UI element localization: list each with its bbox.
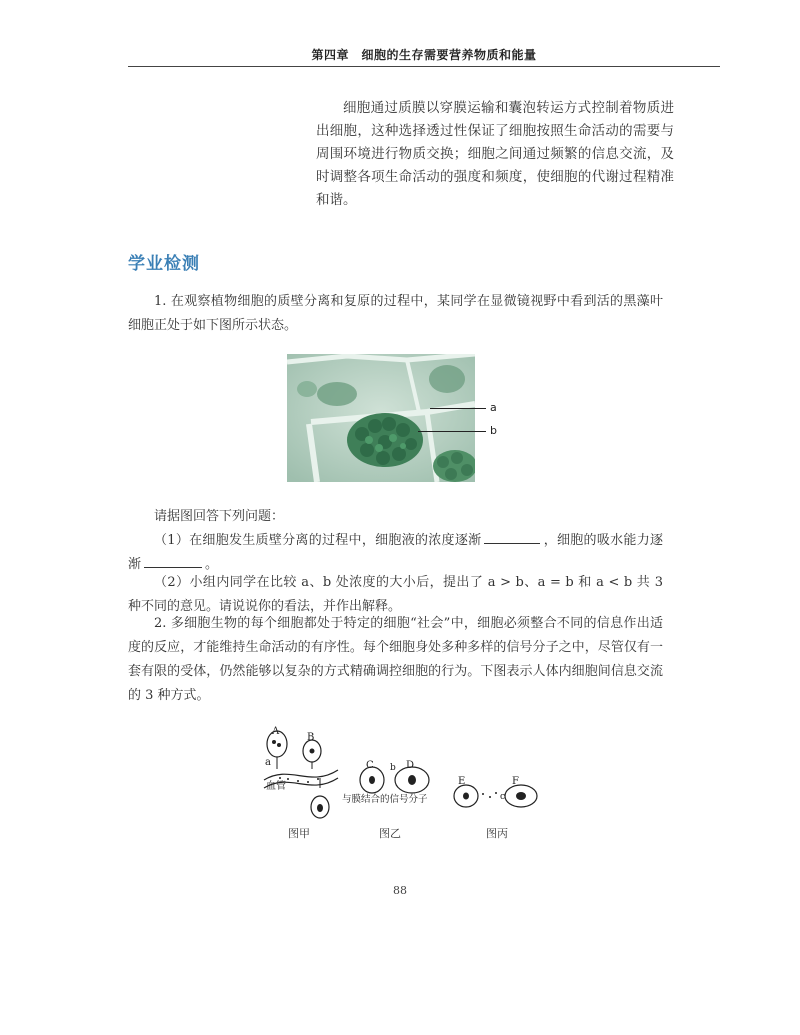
- label-b-leader: [418, 431, 486, 432]
- diagram-bing: [454, 776, 537, 807]
- diagram-label-D: D: [406, 760, 415, 771]
- diagram-label-F: F: [512, 776, 519, 787]
- diagram-label-E: E: [458, 776, 466, 787]
- question-1-part-1: [128, 529, 663, 577]
- caption-yi: 图乙: [379, 827, 401, 840]
- answer-blank-2[interactable]: [144, 553, 202, 568]
- question-1-stem: 1. 在观察植物细胞的质壁分离和复原的过程中，某同学在显微镜视野中看到活的黑藻叶细胞正处于如下图所示状态。: [128, 294, 663, 333]
- question-2-stem: 2. 多细胞生物的每个细胞都处于特定的细胞“社会”中，细胞必须整合不同的信息作出适度的反应，才能维持生命活动的有序性。每个细胞身处多种多样的信号分子之中，尽管仅有一套有限的受体，仍然能够以复杂的方式精确调控细胞的行为。下图表示人体内细胞间信息交流的 3 种方式。: [128, 616, 663, 703]
- blood-vessel-label: 血管: [266, 781, 286, 792]
- diagram-label-a: a: [265, 757, 271, 768]
- diagram-jia: [264, 726, 338, 818]
- part-1-text-b: ，细胞的吸水能力逐渐: [128, 533, 663, 572]
- diagram-label-b: b: [390, 763, 396, 773]
- microscope-photo: [287, 354, 475, 482]
- photo-label-b: b: [490, 424, 497, 437]
- part-1-text-c: 。: [205, 557, 219, 572]
- header-divider: [128, 66, 720, 67]
- diagram-yi: [342, 760, 429, 805]
- diagram-label-C: C: [366, 760, 374, 771]
- answer-blank-1[interactable]: [484, 529, 540, 544]
- label-a-leader: [430, 408, 486, 409]
- chapter-header: 第四章 细胞的生存需要营养物质和能量: [311, 48, 537, 62]
- cell-signaling-diagram: [250, 722, 550, 822]
- section-title: 学业检测: [128, 254, 200, 274]
- question-1-prompt: 请据图回答下列问题：: [154, 509, 285, 524]
- diagram-label-B: B: [307, 732, 315, 743]
- plasmolysis-image: [287, 354, 475, 482]
- diagram-label-c: c: [500, 792, 506, 802]
- caption-bing: 图丙: [486, 827, 508, 840]
- question-1-part-2: （2）小组内同学在比较 a、b 处浓度的大小后，提出了 a > b、a = b 和 a < b 共 3 种不同的意见。请说说你的看法，并作出解释。: [128, 575, 663, 614]
- page-number: 88: [393, 884, 407, 897]
- membrane-signal-label: 与膜结合的信号分子: [342, 794, 428, 805]
- photo-label-a: a: [490, 401, 497, 414]
- chapter-summary-text: 细胞通过质膜以穿膜运输和囊泡转运方式控制着物质进出细胞，这种选择透过性保证了细胞按照生命活动的需要与周围环境进行物质交换；细胞之间通过频繁的信息交流，及时调整各项生命活动的强度和频度，使细胞的代谢过程精准和谐。: [316, 100, 674, 208]
- part-1-text-a: （1）在细胞发生质壁分离的过程中，细胞液的浓度逐渐: [154, 533, 482, 548]
- diagram-label-A: A: [272, 726, 280, 737]
- caption-jia: 图甲: [288, 827, 310, 840]
